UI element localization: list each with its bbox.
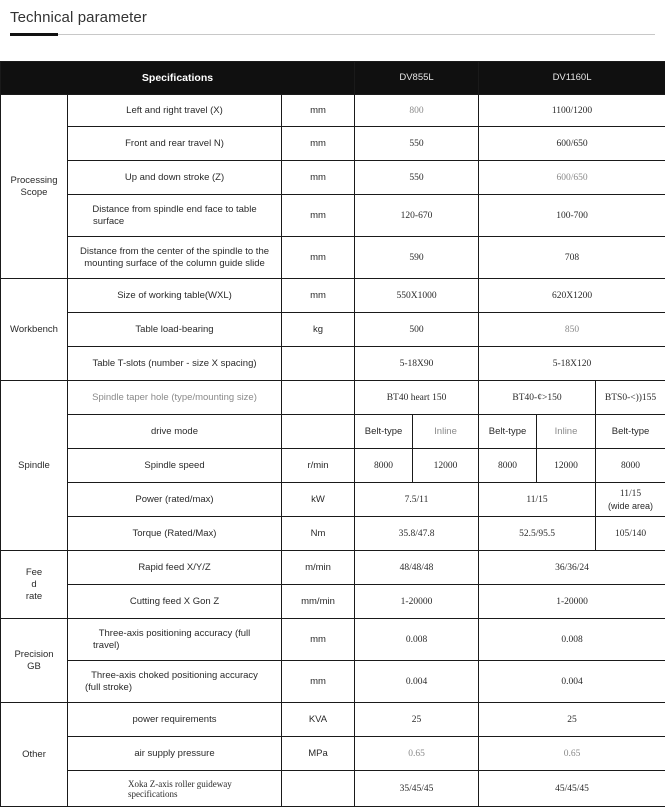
param-label bbox=[68, 237, 282, 279]
value-model-b-variant-2: 105/140 bbox=[596, 517, 665, 551]
value-model-b: 1100/1200 bbox=[479, 95, 665, 127]
unit-cell: r/min bbox=[282, 449, 355, 483]
param-label: Spindle taper hole (type/mounting size) bbox=[68, 381, 282, 415]
header-specifications: Specifications bbox=[1, 62, 355, 95]
spindle-speed-cell: 12000 bbox=[413, 449, 479, 483]
param-label: Spindle speed bbox=[68, 449, 282, 483]
unit-cell: mm bbox=[282, 195, 355, 237]
table-row bbox=[1, 347, 665, 381]
spindle-speed-cell: 8000 bbox=[596, 449, 665, 483]
group-feed-rate bbox=[1, 551, 68, 619]
spindle-speed-cell: 8000 bbox=[479, 449, 537, 483]
table-row bbox=[1, 737, 665, 771]
param-label: Left and right travel (X) bbox=[68, 95, 282, 127]
param-label-line: specifications bbox=[128, 789, 278, 799]
table-row bbox=[1, 237, 665, 279]
param-label: Size of working table(WXL) bbox=[68, 279, 282, 313]
group-precision bbox=[1, 619, 68, 703]
table-row bbox=[1, 585, 665, 619]
unit-cell: mm bbox=[282, 95, 355, 127]
value-model-b: 620X1200 bbox=[479, 279, 665, 313]
value-model-b: 850 bbox=[479, 313, 665, 347]
unit-cell: mm bbox=[282, 279, 355, 313]
unit-cell: mm bbox=[282, 161, 355, 195]
unit-cell: m/min bbox=[282, 551, 355, 585]
value-model-b: 0.65 bbox=[479, 737, 665, 771]
table-row bbox=[1, 195, 665, 237]
param-label: air supply pressure bbox=[68, 737, 282, 771]
value-model-b-variant-1: 11/15 bbox=[479, 483, 596, 517]
header-model-a: DV855L bbox=[355, 62, 479, 95]
param-label: Torque (Rated/Max) bbox=[68, 517, 282, 551]
drive-mode-cell: Belt-type bbox=[479, 415, 537, 449]
drive-mode-cell: Inline bbox=[413, 415, 479, 449]
value-model-b: 600/650 bbox=[479, 127, 665, 161]
value-model-b: 708 bbox=[479, 237, 665, 279]
table-row bbox=[1, 127, 665, 161]
table-row bbox=[1, 619, 665, 661]
spindle-speed-cell: 12000 bbox=[537, 449, 596, 483]
unit-cell: mm/min bbox=[282, 585, 355, 619]
param-label: Table T-slots (number - size X spacing) bbox=[68, 347, 282, 381]
value-model-a: 550 bbox=[355, 127, 479, 161]
param-label: Front and rear travel N) bbox=[68, 127, 282, 161]
value-model-a: 500 bbox=[355, 313, 479, 347]
table-row bbox=[1, 313, 665, 347]
param-label-line: Three-axis positioning accuracy (full bbox=[71, 628, 278, 640]
value-model-a: 800 bbox=[355, 95, 479, 127]
value-model-a: 550X1000 bbox=[355, 279, 479, 313]
unit-cell: mm bbox=[282, 619, 355, 661]
value-model-b: 5-18X120 bbox=[479, 347, 665, 381]
param-label bbox=[68, 619, 282, 661]
group-workbench: Workbench bbox=[1, 279, 68, 381]
value-model-b: 100-700 bbox=[479, 195, 665, 237]
value-model-a: 0.65 bbox=[355, 737, 479, 771]
spec-table bbox=[0, 61, 665, 807]
header-model-b: DV1160L bbox=[479, 62, 665, 95]
unit-cell: KVA bbox=[282, 703, 355, 737]
group-processing-scope: Processing Scope bbox=[1, 95, 68, 279]
value-model-a: 0.008 bbox=[355, 619, 479, 661]
value-model-b: 45/45/45 bbox=[479, 771, 665, 807]
unit-cell: kg bbox=[282, 313, 355, 347]
value-model-a: 0.004 bbox=[355, 661, 479, 703]
value-model-a: 25 bbox=[355, 703, 479, 737]
unit-cell bbox=[282, 771, 355, 807]
param-label: power requirements bbox=[68, 703, 282, 737]
table-row bbox=[1, 483, 665, 517]
table-row bbox=[1, 517, 665, 551]
value-line: 11/15 bbox=[599, 488, 662, 500]
group-label-line: rate bbox=[4, 591, 64, 603]
table-header-row bbox=[1, 62, 665, 95]
value-model-a: 1-20000 bbox=[355, 585, 479, 619]
value-line: (wide area) bbox=[599, 500, 662, 512]
group-label-line: Precision bbox=[4, 649, 64, 661]
value-model-b-variant-1: BT40-¢>150 bbox=[479, 381, 596, 415]
spindle-speed-cell: 8000 bbox=[355, 449, 413, 483]
unit-cell: Nm bbox=[282, 517, 355, 551]
unit-cell bbox=[282, 415, 355, 449]
param-label-line: travel) bbox=[71, 640, 278, 652]
table-row bbox=[1, 95, 665, 127]
title-divider bbox=[10, 34, 655, 35]
param-label bbox=[68, 661, 282, 703]
drive-mode-cell: Inline bbox=[537, 415, 596, 449]
param-label: Rapid feed X/Y/Z bbox=[68, 551, 282, 585]
param-label: Power (rated/max) bbox=[68, 483, 282, 517]
unit-cell: mm bbox=[282, 127, 355, 161]
group-label-line: d bbox=[4, 579, 64, 591]
param-label: Cutting feed X Gon Z bbox=[68, 585, 282, 619]
value-model-b: 1-20000 bbox=[479, 585, 665, 619]
value-model-a: 5-18X90 bbox=[355, 347, 479, 381]
unit-cell bbox=[282, 381, 355, 415]
param-label-line: Three-axis choked positioning accuracy bbox=[71, 670, 278, 682]
value-model-a: 48/48/48 bbox=[355, 551, 479, 585]
drive-mode-cell: Belt-type bbox=[596, 415, 665, 449]
group-label-line: Fee bbox=[4, 567, 64, 579]
value-model-b: 600/650 bbox=[479, 161, 665, 195]
value-model-b-variant-2: BTS0-<))155 bbox=[596, 381, 665, 415]
table-row bbox=[1, 661, 665, 703]
param-label: Table load-bearing bbox=[68, 313, 282, 347]
param-label-line: Distance from the center of the spindle to the bbox=[71, 246, 278, 258]
value-model-b: 36/36/24 bbox=[479, 551, 665, 585]
table-row bbox=[1, 703, 665, 737]
value-model-b: 0.004 bbox=[479, 661, 665, 703]
param-label-line: (full stroke) bbox=[71, 682, 278, 694]
param-label-line: Distance from spindle end face to table bbox=[71, 204, 278, 216]
unit-cell bbox=[282, 347, 355, 381]
table-row bbox=[1, 161, 665, 195]
unit-cell: mm bbox=[282, 237, 355, 279]
group-spindle: Spindle bbox=[1, 381, 68, 551]
value-model-a: 590 bbox=[355, 237, 479, 279]
value-model-a: BT40 heart 150 bbox=[355, 381, 479, 415]
param-label bbox=[68, 771, 282, 807]
value-model-a: 7.5/11 bbox=[355, 483, 479, 517]
unit-cell: MPa bbox=[282, 737, 355, 771]
param-label: drive mode bbox=[68, 415, 282, 449]
param-label-line: Xoka Z-axis roller guideway bbox=[128, 779, 278, 789]
table-row bbox=[1, 551, 665, 585]
value-model-a: 35/45/45 bbox=[355, 771, 479, 807]
table-row bbox=[1, 279, 665, 313]
value-model-b-variant-2 bbox=[596, 483, 665, 517]
value-model-a: 35.8/47.8 bbox=[355, 517, 479, 551]
unit-cell: kW bbox=[282, 483, 355, 517]
table-row bbox=[1, 381, 665, 415]
unit-cell: mm bbox=[282, 661, 355, 703]
table-row bbox=[1, 771, 665, 807]
param-label-line: mounting surface of the column guide slide bbox=[71, 258, 278, 270]
table-row bbox=[1, 415, 665, 449]
value-model-b-variant-1: 52.5/95.5 bbox=[479, 517, 596, 551]
table-row bbox=[1, 449, 665, 483]
value-model-b: 25 bbox=[479, 703, 665, 737]
param-label bbox=[68, 195, 282, 237]
title-accent-bar bbox=[10, 33, 58, 36]
group-label-line: GB bbox=[4, 661, 64, 673]
value-model-a: 120-670 bbox=[355, 195, 479, 237]
param-label: Up and down stroke (Z) bbox=[68, 161, 282, 195]
drive-mode-cell: Belt-type bbox=[355, 415, 413, 449]
param-label-line: surface bbox=[71, 216, 278, 228]
page-title: Technical parameter bbox=[10, 9, 147, 26]
group-other: Other bbox=[1, 703, 68, 807]
value-model-b: 0.008 bbox=[479, 619, 665, 661]
value-model-a: 550 bbox=[355, 161, 479, 195]
